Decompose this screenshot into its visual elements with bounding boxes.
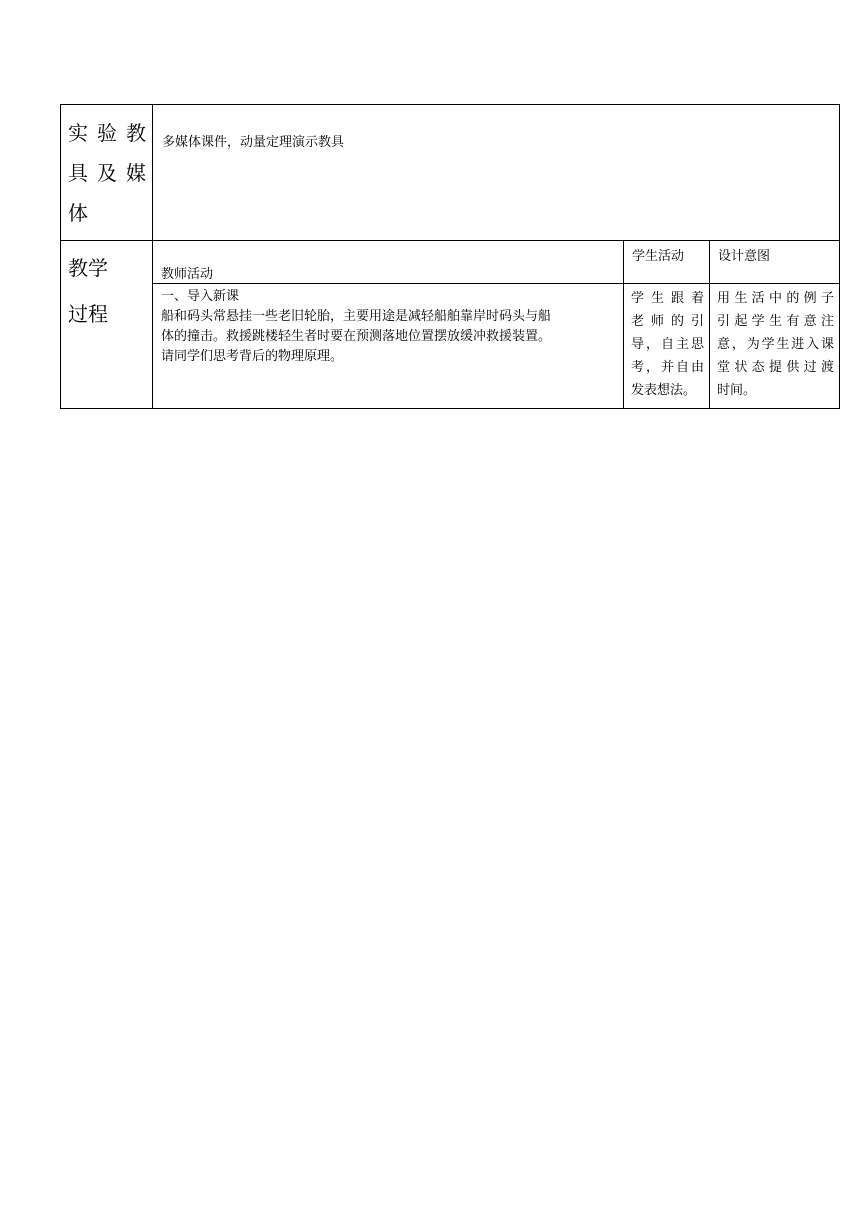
design-intent-header: 设计意图 bbox=[710, 241, 840, 284]
media-label-line-1: 实 验 教 bbox=[68, 121, 146, 145]
student-text-line-4: 考，并自由 bbox=[631, 360, 704, 375]
design-text-line-1: 用生活中的例子 bbox=[717, 291, 834, 306]
teacher-activity-header: 教师活动 bbox=[153, 241, 624, 284]
teacher-text-line-2: 体的撞击。救援跳楼轻生者时要在预测落地位置摆放缓冲救援装置。 bbox=[161, 329, 552, 344]
media-label-cell bbox=[61, 105, 153, 241]
media-row bbox=[61, 105, 840, 241]
student-text-line-3: 导，自主思 bbox=[631, 337, 704, 352]
design-text-line-4: 堂状态提供过渡 bbox=[717, 360, 834, 375]
design-text-line-3: 意，为学生进入课 bbox=[717, 337, 834, 352]
teacher-text-line-1: 船和码头常悬挂一些老旧轮胎，主要用途是减轻船舶靠岸时码头与船 bbox=[161, 309, 552, 324]
teacher-text-line-3: 请同学们思考背后的物理原理。 bbox=[161, 349, 344, 364]
design-intent-content bbox=[710, 284, 840, 409]
student-text-line-5: 发表想法。 bbox=[631, 383, 697, 398]
media-label-line-3: 体 bbox=[68, 201, 88, 225]
teacher-section-title: 一、导入新课 bbox=[161, 289, 240, 304]
process-label-line-2: 过程 bbox=[68, 302, 108, 326]
lesson-plan-table bbox=[60, 104, 840, 409]
media-content-cell: 多媒体课件，动量定理演示教具 bbox=[153, 105, 840, 241]
process-label-cell bbox=[61, 241, 153, 409]
design-text-line-5: 时间。 bbox=[717, 383, 757, 398]
process-content-row bbox=[61, 284, 840, 409]
process-header-row bbox=[61, 241, 840, 284]
process-label-line-1: 教学 bbox=[68, 256, 108, 280]
design-text-line-2: 引起学生有意注 bbox=[717, 314, 834, 329]
student-text-line-1: 学 生 跟 着 bbox=[631, 291, 704, 306]
media-label-line-2: 具 及 媒 bbox=[68, 161, 146, 185]
teacher-activity-content bbox=[153, 284, 624, 409]
student-text-line-2: 老 师 的 引 bbox=[631, 314, 704, 329]
student-activity-content bbox=[624, 284, 710, 409]
student-activity-header: 学生活动 bbox=[624, 241, 710, 284]
